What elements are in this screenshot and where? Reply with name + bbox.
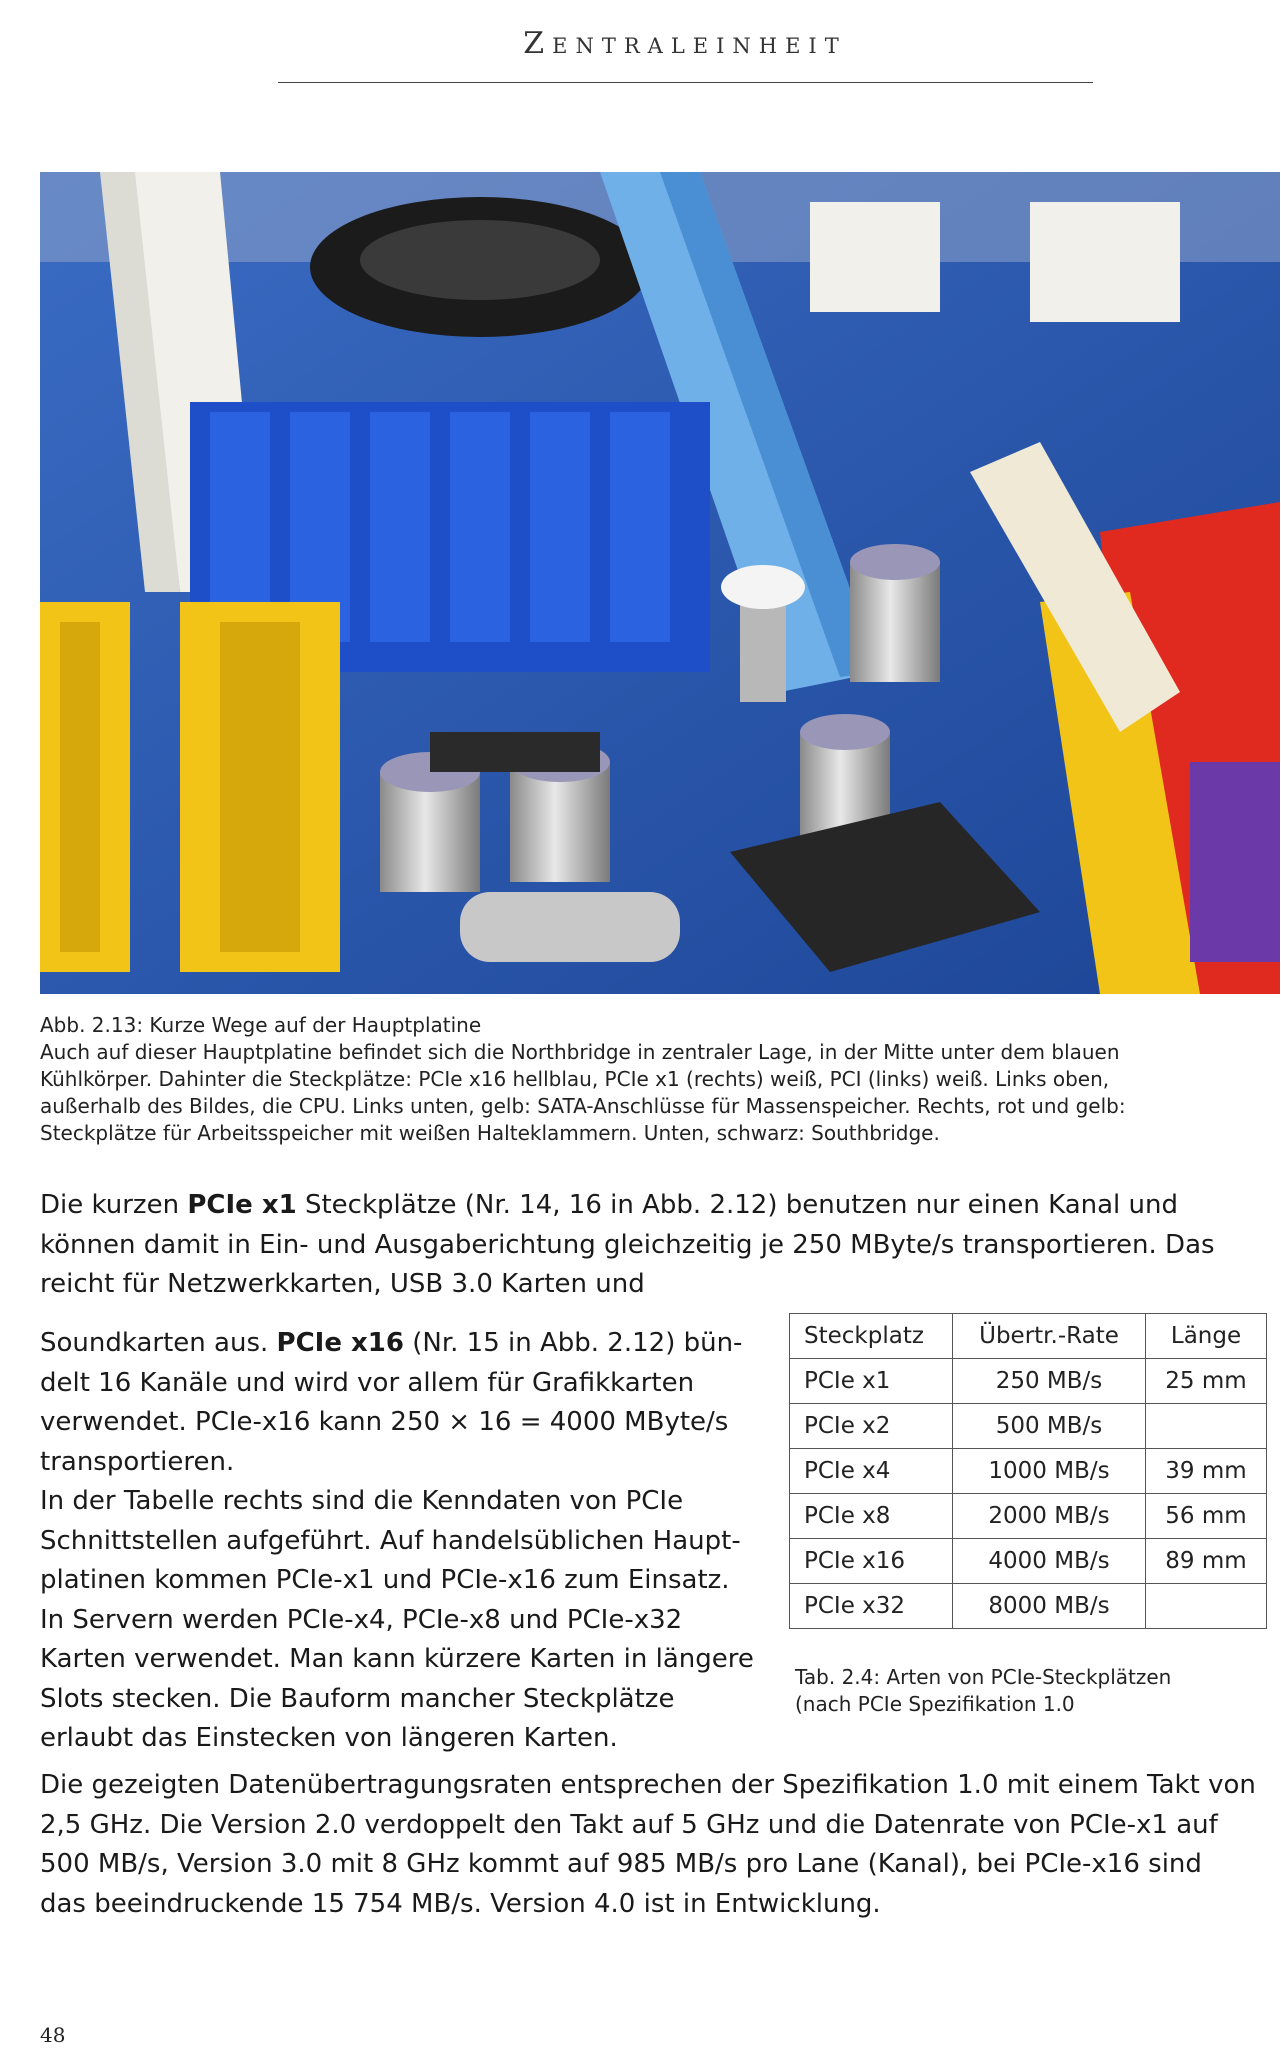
purple-connector xyxy=(1190,762,1280,962)
figure-caption-line: Auch auf dieser Hauptplatine befindet sich die Northbridge in zentraler Lage, in der Mitte unter dem blauen xyxy=(40,1040,1120,1064)
table-cell: 8000 MB/s xyxy=(953,1584,1146,1629)
table-cell: PCIe x16 xyxy=(790,1539,953,1584)
table-caption-line: (nach PCIe Spezifikation 1.0 xyxy=(795,1692,1075,1716)
pcie-spec-table xyxy=(789,1313,1267,1629)
text-run: Soundkarten aus. xyxy=(40,1328,277,1358)
table-cell: 89 mm xyxy=(1146,1539,1267,1584)
header-rule xyxy=(278,82,1093,83)
table-caption-line: Tab. 2.4: Arten von PCIe-Steckplätzen xyxy=(795,1665,1172,1689)
text-line: können damit in Ein- und Ausgaberichtung gleichzeitig je 250 MByte/s transportieren. Das xyxy=(40,1229,1215,1260)
table-header-row xyxy=(790,1314,1267,1359)
table-row xyxy=(790,1539,1267,1584)
text-line: erlaubt das Einstecken von längeren Karten. xyxy=(40,1723,618,1753)
figure-caption-line: außerhalb des Bildes, die CPU. Links unten, gelb: SATA-Anschlüsse für Massenspeicher. Rechts, rot und gelb: xyxy=(40,1094,1126,1118)
table-cell: 1000 MB/s xyxy=(953,1449,1146,1494)
bold-term: PCIe x1 xyxy=(187,1190,297,1220)
table-cell: 25 mm xyxy=(1146,1359,1267,1404)
heatsink-pin xyxy=(721,565,805,609)
paragraph-pcie-x1 xyxy=(40,1186,1280,1305)
table-row xyxy=(790,1494,1267,1539)
table-cell xyxy=(1146,1404,1267,1449)
figure-caption-title: Abb. 2.13: Kurze Wege auf der Hauptplatine xyxy=(40,1013,482,1037)
text-line: platinen kommen PCIe-x1 und PCIe-x16 zum Einsatz. xyxy=(40,1565,730,1595)
text-line: Karten verwendet. Man kann kürzere Karten in längere xyxy=(40,1644,754,1674)
table-cell: PCIe x1 xyxy=(790,1359,953,1404)
table-cell: 56 mm xyxy=(1146,1494,1267,1539)
text-line xyxy=(40,1324,760,1364)
text-line: verwendet. PCIe-x16 kann 250 × 16 = 4000 MByte/s xyxy=(40,1407,729,1437)
text-run: (Nr. 15 in Abb. 2.12) bün- xyxy=(403,1328,743,1358)
text-line: In der Tabelle rechts sind die Kenndaten von PCIe xyxy=(40,1486,684,1516)
motherboard-photo xyxy=(40,172,1280,994)
figure-caption-line: Kühlkörper. Dahinter die Steckplätze: PCIe x16 hellblau, PCIe x1 (rechts) weiß, PCI (links) weiß. Links oben, xyxy=(40,1067,1110,1091)
pcie-table xyxy=(789,1313,1267,1629)
bold-term: PCIe x16 xyxy=(276,1328,404,1358)
table-cell xyxy=(1146,1584,1267,1629)
text-line: das beeindruckende 15 754 MB/s. Version 4.0 ist in Entwicklung. xyxy=(40,1888,881,1919)
column-header-steckplatz: Steckplatz xyxy=(790,1314,953,1359)
motherboard-illustration xyxy=(40,172,1280,994)
text-line: Slots stecken. Die Bauform mancher Steckplätze xyxy=(40,1683,675,1714)
table-cell: PCIe x2 xyxy=(790,1404,953,1449)
text-line: transportieren. xyxy=(40,1446,235,1477)
text-line: In Servern werden PCIe-x4, PCIe-x8 und PCIe-x32 xyxy=(40,1604,683,1635)
text-run: Steckplätze (Nr. 14, 16 in Abb. 2.12) benutzen nur einen Kanal und xyxy=(296,1190,1179,1220)
paragraph-pcie-x16 xyxy=(40,1324,760,1482)
battery xyxy=(360,220,600,300)
column-header-rate: Übertr.-Rate xyxy=(953,1314,1146,1359)
table-row xyxy=(790,1449,1267,1494)
table-cell: PCIe x32 xyxy=(790,1584,953,1629)
text-line: 500 MB/s, Version 3.0 mit 8 GHz kommt auf 985 MB/s pro Lane (Kanal), bei PCIe-x16 sind xyxy=(40,1849,1202,1879)
pcie-x1-slot xyxy=(810,202,940,312)
table-cell: 2000 MB/s xyxy=(953,1494,1146,1539)
figure-caption xyxy=(40,1012,1280,1147)
text-line: reicht für Netzwerkkarten, USB 3.0 Karten und xyxy=(40,1269,645,1299)
table-cell: PCIe x8 xyxy=(790,1494,953,1539)
table-cell: PCIe x4 xyxy=(790,1449,953,1494)
text-line: Schnittstellen aufgeführt. Auf handelsüblichen Haupt- xyxy=(40,1525,741,1556)
sata-connectors xyxy=(40,602,340,972)
running-header xyxy=(0,26,1281,61)
table-cell: 4000 MB/s xyxy=(953,1539,1146,1584)
table-caption xyxy=(795,1664,1275,1718)
text-line: delt 16 Kanäle und wird vor allem für Grafikkarten xyxy=(40,1367,695,1398)
table-cell: 500 MB/s xyxy=(953,1404,1146,1449)
crystal-oscillator xyxy=(460,892,680,962)
text-line: 2,5 GHz. Die Version 2.0 verdoppelt den Takt auf 5 GHz und die Datenrate von PCIe-x1 auf xyxy=(40,1809,1218,1840)
table-row xyxy=(790,1359,1267,1404)
running-header-text: Zentraleinheit xyxy=(523,26,847,61)
small-chip xyxy=(430,732,600,772)
text-run: Die kurzen xyxy=(40,1190,188,1220)
paragraph-table-intro xyxy=(40,1482,760,1759)
pcie-x1-slot-right xyxy=(1030,202,1180,322)
table-cell: 39 mm xyxy=(1146,1449,1267,1494)
table-row xyxy=(790,1584,1267,1629)
table-row xyxy=(790,1404,1267,1449)
paragraph-versions xyxy=(40,1766,1280,1924)
column-header-laenge: Länge xyxy=(1146,1314,1267,1359)
figure-caption-line: Steckplätze für Arbeitsspeicher mit weißen Halteklammern. Unten, schwarz: Southbridge. xyxy=(40,1121,940,1145)
page-number: 48 xyxy=(40,2023,66,2047)
text-line: Die gezeigten Datenübertragungsraten entsprechen der Spezifikation 1.0 mit einem Takt von xyxy=(40,1770,1256,1800)
text-line xyxy=(40,1186,1280,1226)
table-cell: 250 MB/s xyxy=(953,1359,1146,1404)
